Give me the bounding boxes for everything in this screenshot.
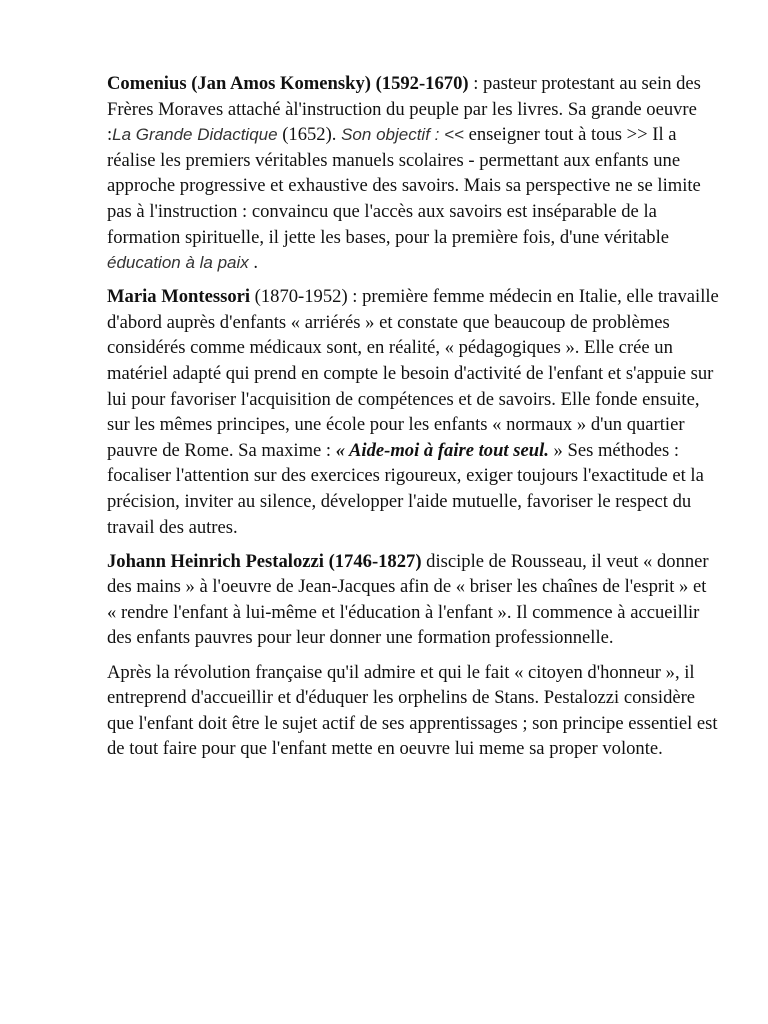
paragraph-pestalozzi bbox=[107, 549, 719, 651]
paragraph-revolution bbox=[107, 660, 719, 762]
paragraph-montessori bbox=[107, 284, 719, 540]
comenius-work-title: La Grande Didactique bbox=[112, 125, 278, 145]
montessori-text-2: » Ses méthodes : focaliser l'attention sur des exercices rigoureux, exiger toujours l'exactitude et la précision, inviter au silence, développer l'aide mutuelle, favoriser le respect du travail des autres. bbox=[107, 439, 704, 538]
pestalozzi-name: Johann Heinrich Pestalozzi (1746-1827) bbox=[107, 550, 422, 572]
comenius-text-2: (1652). bbox=[277, 124, 342, 146]
montessori-name: Maria Montessori bbox=[107, 286, 251, 308]
revolution-text-1: Après la révolution française qu'il admire et qui le fait « citoyen d'honneur », il entreprend d'accueillir et d'éduquer les orphelins de Stans. Pestalozzi considère que l'enfant doit être le sujet actif de ses apprentissages ; son principe essentiel est de tout faire pour que l'enfant mette en oeuvre lui meme sa proper volonte. bbox=[107, 661, 718, 760]
paragraph-comenius bbox=[107, 71, 719, 276]
comenius-peace-term: éducation à la paix bbox=[107, 253, 249, 273]
comenius-text-3: enseigner tout à tous >> Il a réalise les premiers véritables manuels scolaires - permettant aux enfants une approche progressive et exhaustive des savoirs. Mais sa perspective ne se limite pas à l'instruction : convaincu que l'accès aux savoirs est inséparable de la formation spirituelle, il jette les bases, pour la première fois, d'une véritable bbox=[107, 124, 701, 248]
comenius-text-4: . bbox=[248, 252, 259, 274]
montessori-text-1: (1870-1952) : première femme médecin en Italie, elle travaille d'abord auprès d'enfants « arriérés » et constate que beaucoup de problèmes considérés comme médicaux sont, en réalité, « pédagogiques ». Elle crée un matériel adapté qui prend en compte le besoin d'activité de l'enfant et s'appuie sur lui pour favoriser l'acquisition de compétences et de savoirs. Elle fonde ensuite, sur les mêmes principes, une école pour les enfants « normaux » d'un quartier pauvre de Rome. Sa maxime : bbox=[107, 286, 719, 461]
document-page bbox=[107, 71, 719, 770]
pestalozzi-text-1: disciple de Rousseau, il veut « donner des mains » à l'oeuvre de Jean-Jacques afin de « briser les chaînes de l'esprit » et « rendre l'enfant à lui-même et l'éducation à l'enfant ». Il commence à accueillir des enfants pauvres pour leur donner une formation professionnelle. bbox=[107, 550, 709, 649]
comenius-objective-label: Son objectif : << bbox=[341, 125, 464, 145]
montessori-maxim: « Aide-moi à faire tout seul. bbox=[335, 439, 549, 461]
comenius-text-1: : pasteur protestant au sein des Frères Moraves attaché àl'instruction du peuple par les livres. Sa grande oeuvre : bbox=[107, 73, 701, 146]
comenius-name: Comenius (Jan Amos Komensky) (1592-1670) bbox=[107, 73, 469, 94]
